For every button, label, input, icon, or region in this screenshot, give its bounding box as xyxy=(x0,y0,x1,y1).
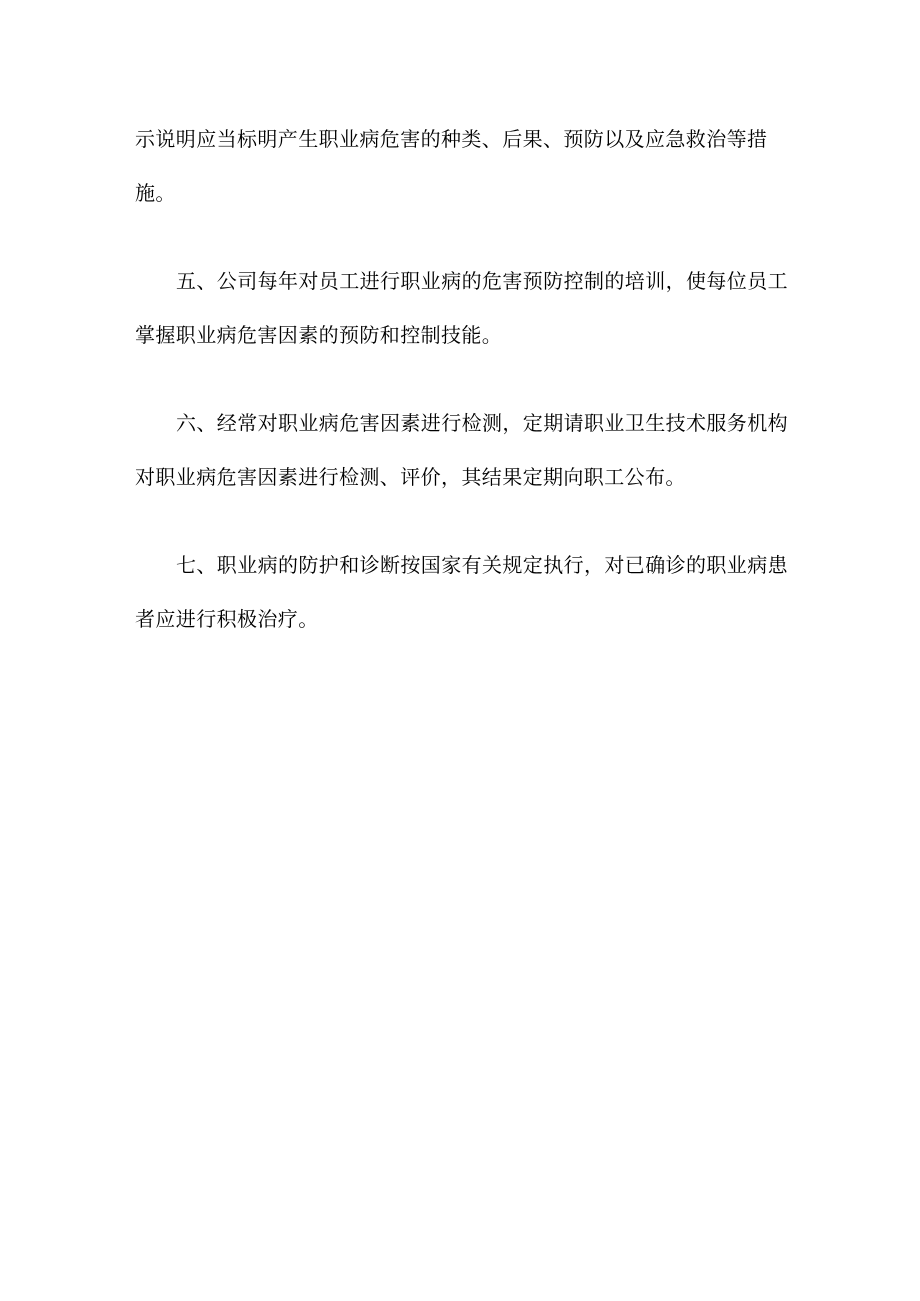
paragraph-line: 六、经常对职业病危害因素进行检测，定期请职业卫生技术服务机构 xyxy=(176,411,788,435)
paragraph-item-5 xyxy=(135,266,800,350)
paragraph-item-7 xyxy=(135,550,800,634)
paragraph-line: 对职业病危害因素进行检测、评价，其结果定期向职工公布。 xyxy=(135,465,686,489)
paragraph-line: 者应进行积极治疗。 xyxy=(135,607,319,631)
paragraph-line: 掌握职业病危害因素的预防和控制技能。 xyxy=(135,323,503,347)
paragraph-item-6 xyxy=(135,408,800,492)
paragraph-line: 七、职业病的防护和诊断按国家有关规定执行，对已确诊的职业病患 xyxy=(176,553,788,577)
paragraph-line: 示说明应当标明产生职业病危害的种类、后果、预防以及应急救治等措 xyxy=(135,127,768,151)
paragraph-line: 施。 xyxy=(135,181,176,205)
paragraph-line: 五、公司每年对员工进行职业病的危害预防控制的培训，使每位员工 xyxy=(176,269,788,293)
paragraph-continuation xyxy=(135,124,800,208)
document-body xyxy=(135,124,800,634)
